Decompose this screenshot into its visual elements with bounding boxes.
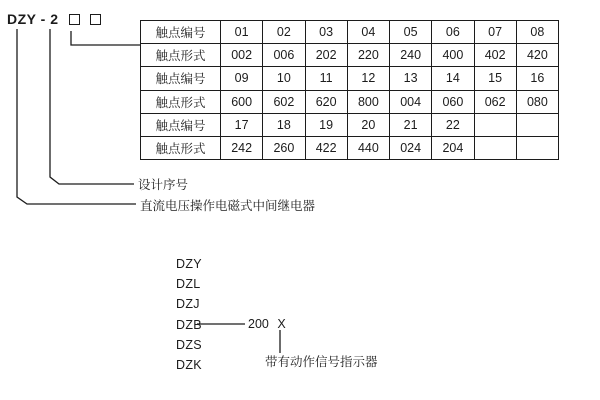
table-cell: 260 [263,136,305,159]
model-item-dzl: DZL [176,277,201,292]
table-row [141,90,559,113]
leader-line-relay-type [17,29,136,204]
placeholder-box-icon [69,14,80,25]
table-cell [474,113,516,136]
table-cell [516,136,558,159]
table-cell: 21 [390,113,432,136]
table-cell: 18 [263,113,305,136]
table-cell: 006 [263,44,305,67]
table-cell: 06 [432,21,474,44]
table-cell: 060 [432,90,474,113]
table-cell: 22 [432,113,474,136]
table-cell: 440 [347,136,389,159]
model-item-dzb: DZB [176,317,202,332]
table-row [141,113,559,136]
table-cell: 14 [432,67,474,90]
table-cell: 002 [221,44,263,67]
table-row-label: 触点形式 [141,44,221,67]
table-cell: 402 [474,44,516,67]
indicator-note-label: 带有动作信号指示器 [265,355,378,369]
table-cell: 800 [347,90,389,113]
table-row [141,136,559,159]
table-cell: 10 [263,67,305,90]
table-cell: 19 [305,113,347,136]
table-row [141,21,559,44]
table-cell: 03 [305,21,347,44]
table-cell: 024 [390,136,432,159]
table-row [141,67,559,90]
contact-table-wrap [140,20,559,160]
table-cell: 02 [263,21,305,44]
table-cell: 620 [305,90,347,113]
table-cell: 062 [474,90,516,113]
table-cell: 16 [516,67,558,90]
table-cell: 13 [390,67,432,90]
model-item-dzk: DZK [176,357,202,372]
table-cell: 202 [305,44,347,67]
table-cell: 12 [347,67,389,90]
leader-line-design-serial [50,29,134,184]
table-cell: 400 [432,44,474,67]
table-cell: 080 [516,90,558,113]
table-cell: 04 [347,21,389,44]
table-row-label: 触点编号 [141,21,221,44]
table-row-label: 触点编号 [141,67,221,90]
table-cell: 004 [390,90,432,113]
table-cell: 07 [474,21,516,44]
model-item-dzy: DZY [176,257,202,271]
table-cell: 242 [221,136,263,159]
table-row [141,44,559,67]
model-series-list [176,254,202,375]
table-cell: 422 [305,136,347,159]
table-cell: 17 [221,113,263,136]
model-code [7,11,101,27]
table-row-label: 触点形式 [141,136,221,159]
table-cell: 420 [516,44,558,67]
table-cell: 15 [474,67,516,90]
model-item-dzs: DZS [176,337,202,352]
table-row-label: 触点形式 [141,90,221,113]
leader-line-box-to-table [71,31,141,45]
table-cell: 602 [263,90,305,113]
table-cell: 20 [347,113,389,136]
table-cell: 05 [390,21,432,44]
placeholder-box-icon [90,14,101,25]
relay-description-label: 直流电压操作电磁式中间继电器 [140,199,316,213]
dzb-variant-value: 200 X [248,317,286,331]
model-code-prefix: DZY - 2 [7,11,59,27]
contact-table [140,20,559,160]
table-cell [474,136,516,159]
model-item-dzj: DZJ [176,297,200,312]
table-cell: 240 [390,44,432,67]
table-cell: 09 [221,67,263,90]
design-serial-label: 设计序号 [138,178,189,192]
table-cell: 01 [221,21,263,44]
table-cell: 08 [516,21,558,44]
table-cell [516,113,558,136]
table-cell: 204 [432,136,474,159]
table-cell: 220 [347,44,389,67]
table-row-label: 触点编号 [141,113,221,136]
table-cell: 11 [305,67,347,90]
table-cell: 600 [221,90,263,113]
